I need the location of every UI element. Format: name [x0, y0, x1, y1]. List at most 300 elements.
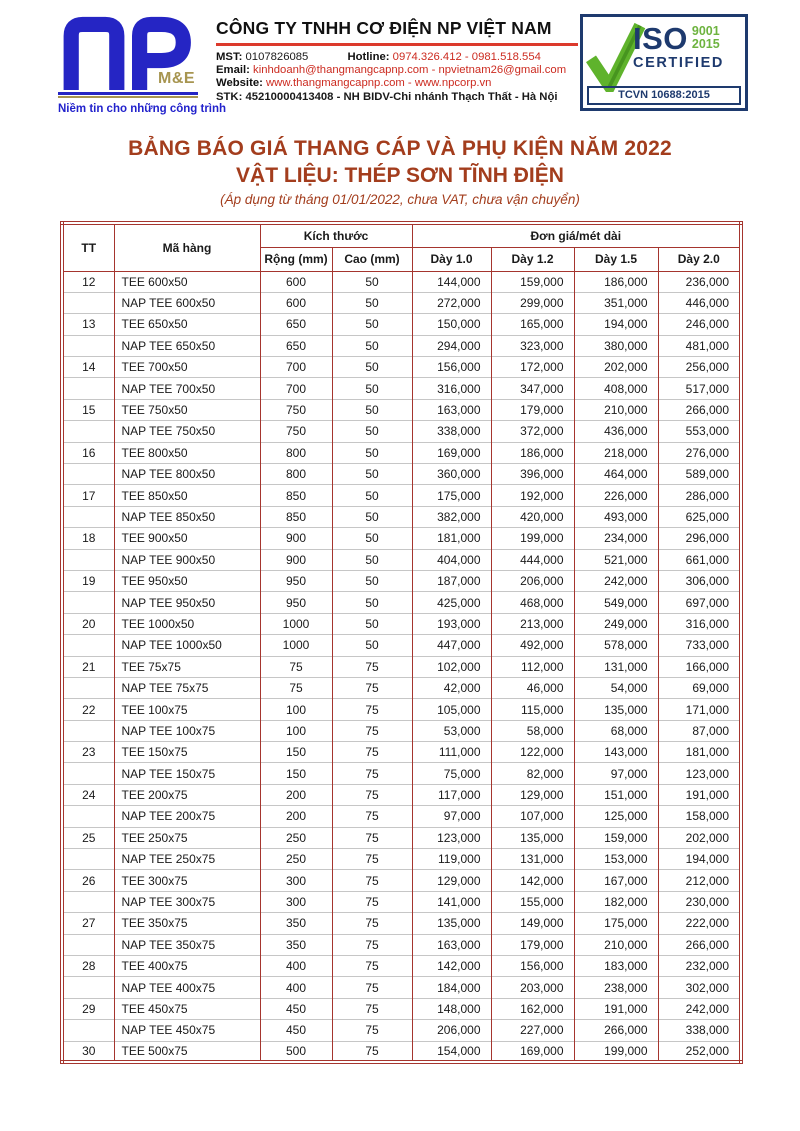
cell-price-day-1-2: 227,000	[491, 1020, 574, 1041]
cell-price-day-1-5: 131,000	[574, 656, 658, 677]
table-row	[62, 378, 741, 399]
cell-width-mm: 350	[260, 934, 332, 955]
cell-item-code: NAP TEE 950x50	[114, 592, 260, 613]
cell-width-mm: 450	[260, 998, 332, 1019]
cell-row-number: 18	[62, 528, 114, 549]
cell-price-day-1-5: 351,000	[574, 292, 658, 313]
cell-height-mm: 50	[332, 378, 412, 399]
cell-height-mm: 75	[332, 870, 412, 891]
cell-height-mm: 75	[332, 849, 412, 870]
cell-item-code: TEE 350x75	[114, 913, 260, 934]
cell-item-code: NAP TEE 350x75	[114, 934, 260, 955]
title-line-1: BẢNG BÁO GIÁ THANG CÁP VÀ PHỤ KIỆN NĂM 2022	[128, 136, 672, 160]
cell-price-day-2-0: 286,000	[658, 485, 741, 506]
website-label: Website:	[216, 77, 263, 90]
cell-item-code: NAP TEE 75x75	[114, 677, 260, 698]
cell-height-mm: 50	[332, 292, 412, 313]
cell-width-mm: 1000	[260, 613, 332, 634]
cell-item-code: TEE 1000x50	[114, 613, 260, 634]
cell-height-mm: 50	[332, 464, 412, 485]
table-row	[62, 891, 741, 912]
cell-height-mm: 75	[332, 677, 412, 698]
cell-price-day-1-0: 193,000	[412, 613, 491, 634]
cell-width-mm: 650	[260, 314, 332, 335]
iso-year-2015: 2015	[691, 37, 720, 51]
website-value: www.thangmangcapnp.com - www.npcorp.vn	[266, 77, 492, 90]
table-row	[62, 784, 741, 805]
cell-height-mm: 75	[332, 763, 412, 784]
hotline-label: Hotline:	[347, 50, 390, 63]
cell-price-day-1-0: 163,000	[412, 934, 491, 955]
email-label: Email:	[216, 63, 250, 76]
cell-item-code: NAP TEE 600x50	[114, 292, 260, 313]
table-row	[62, 271, 741, 292]
np-logo	[58, 14, 227, 115]
cell-price-day-1-2: 492,000	[491, 635, 574, 656]
cell-price-day-1-0: 141,000	[412, 891, 491, 912]
table-row	[62, 806, 741, 827]
cell-row-number	[62, 977, 114, 998]
cell-price-day-1-0: 97,000	[412, 806, 491, 827]
cell-price-day-1-0: 338,000	[412, 421, 491, 442]
cell-price-day-2-0: 194,000	[658, 849, 741, 870]
cell-price-day-1-2: 323,000	[491, 335, 574, 356]
cell-width-mm: 900	[260, 528, 332, 549]
cell-price-day-1-0: 119,000	[412, 849, 491, 870]
cell-item-code: NAP TEE 400x75	[114, 977, 260, 998]
cell-item-code: TEE 250x75	[114, 827, 260, 848]
cell-price-day-1-2: 347,000	[491, 378, 574, 399]
cell-price-day-1-2: 203,000	[491, 977, 574, 998]
cell-row-number: 24	[62, 784, 114, 805]
cell-price-day-1-2: 299,000	[491, 292, 574, 313]
tcvn-standard-label: TCVN 10688:2015	[587, 86, 741, 105]
table-row	[62, 549, 741, 570]
cell-item-code: NAP TEE 100x75	[114, 720, 260, 741]
cell-width-mm: 100	[260, 699, 332, 720]
cell-price-day-2-0: 338,000	[658, 1020, 741, 1041]
table-row	[62, 506, 741, 527]
cell-width-mm: 75	[260, 677, 332, 698]
cell-price-day-1-5: 183,000	[574, 956, 658, 977]
cell-item-code: TEE 600x50	[114, 271, 260, 292]
cell-price-day-1-2: 82,000	[491, 763, 574, 784]
table-row	[62, 399, 741, 420]
cell-price-day-1-5: 549,000	[574, 592, 658, 613]
cell-price-day-1-5: 408,000	[574, 378, 658, 399]
cell-price-day-2-0: 266,000	[658, 399, 741, 420]
cell-row-number: 30	[62, 1041, 114, 1062]
cell-width-mm: 650	[260, 335, 332, 356]
cell-item-code: NAP TEE 650x50	[114, 335, 260, 356]
cell-price-day-1-2: 372,000	[491, 421, 574, 442]
cell-width-mm: 950	[260, 570, 332, 591]
cell-price-day-1-2: 131,000	[491, 849, 574, 870]
table-row	[62, 464, 741, 485]
cell-price-day-1-0: 123,000	[412, 827, 491, 848]
cell-price-day-1-2: 169,000	[491, 1041, 574, 1062]
cell-price-day-1-5: 143,000	[574, 742, 658, 763]
cell-price-day-1-5: 578,000	[574, 635, 658, 656]
cell-width-mm: 400	[260, 956, 332, 977]
cell-height-mm: 50	[332, 399, 412, 420]
cell-price-day-1-5: 238,000	[574, 977, 658, 998]
cell-height-mm: 75	[332, 977, 412, 998]
cell-row-number	[62, 464, 114, 485]
cell-width-mm: 1000	[260, 635, 332, 656]
cell-width-mm: 100	[260, 720, 332, 741]
cell-width-mm: 250	[260, 827, 332, 848]
price-table-body	[62, 271, 741, 1062]
cell-row-number: 26	[62, 870, 114, 891]
iso-standard-years	[692, 25, 720, 51]
cell-height-mm: 50	[332, 421, 412, 442]
cell-price-day-1-2: 155,000	[491, 891, 574, 912]
cell-price-day-2-0: 246,000	[658, 314, 741, 335]
mst-value: 0107826085	[245, 50, 309, 63]
cell-item-code: TEE 400x75	[114, 956, 260, 977]
cell-price-day-2-0: 316,000	[658, 613, 741, 634]
table-row	[62, 870, 741, 891]
cell-price-day-1-5: 68,000	[574, 720, 658, 741]
iso-certified-badge	[580, 14, 748, 111]
cell-width-mm: 75	[260, 656, 332, 677]
table-row	[62, 763, 741, 784]
cell-price-day-1-0: 150,000	[412, 314, 491, 335]
header-price-group: Đơn giá/mét dài	[412, 223, 741, 248]
cell-price-day-1-0: 169,000	[412, 442, 491, 463]
cell-price-day-2-0: 481,000	[658, 335, 741, 356]
cell-price-day-1-5: 242,000	[574, 570, 658, 591]
cell-price-day-1-5: 135,000	[574, 699, 658, 720]
cell-item-code: NAP TEE 150x75	[114, 763, 260, 784]
cell-price-day-2-0: 236,000	[658, 271, 741, 292]
table-row	[62, 699, 741, 720]
cell-height-mm: 50	[332, 314, 412, 335]
cell-width-mm: 950	[260, 592, 332, 613]
cell-price-day-1-5: 464,000	[574, 464, 658, 485]
cell-row-number: 20	[62, 613, 114, 634]
cell-price-day-2-0: 625,000	[658, 506, 741, 527]
cell-price-day-2-0: 266,000	[658, 934, 741, 955]
cell-price-day-1-2: 444,000	[491, 549, 574, 570]
cell-height-mm: 50	[332, 357, 412, 378]
cell-price-day-1-0: 206,000	[412, 1020, 491, 1041]
cell-width-mm: 850	[260, 506, 332, 527]
cell-item-code: TEE 450x75	[114, 998, 260, 1019]
cell-price-day-1-0: 360,000	[412, 464, 491, 485]
title-note: (Áp dụng từ tháng 01/01/2022, chưa VAT, chưa vận chuyển)	[220, 191, 580, 207]
cell-price-day-1-5: 182,000	[574, 891, 658, 912]
np-logo-mark	[58, 14, 206, 90]
cell-price-day-1-5: 186,000	[574, 271, 658, 292]
cell-item-code: TEE 850x50	[114, 485, 260, 506]
cell-height-mm: 50	[332, 549, 412, 570]
cell-price-day-1-5: 175,000	[574, 913, 658, 934]
cell-price-day-2-0: 87,000	[658, 720, 741, 741]
cell-price-day-2-0: 252,000	[658, 1041, 741, 1062]
cell-price-day-1-2: 192,000	[491, 485, 574, 506]
cell-height-mm: 75	[332, 934, 412, 955]
cell-price-day-2-0: 69,000	[658, 677, 741, 698]
table-row	[62, 592, 741, 613]
cell-width-mm: 800	[260, 464, 332, 485]
table-row	[62, 977, 741, 998]
cell-price-day-1-2: 172,000	[491, 357, 574, 378]
cell-price-day-1-2: 159,000	[491, 271, 574, 292]
iso-year-9001: 9001	[691, 24, 720, 38]
cell-row-number	[62, 677, 114, 698]
cell-item-code: NAP TEE 200x75	[114, 806, 260, 827]
cell-item-code: TEE 300x75	[114, 870, 260, 891]
cell-price-day-2-0: 202,000	[658, 827, 741, 848]
cell-price-day-1-5: 436,000	[574, 421, 658, 442]
header-width: Rộng (mm)	[260, 247, 332, 271]
document-title	[58, 137, 742, 207]
cell-row-number	[62, 1020, 114, 1041]
cell-row-number: 29	[62, 998, 114, 1019]
cell-price-day-1-0: 272,000	[412, 292, 491, 313]
cell-row-number: 12	[62, 271, 114, 292]
cell-price-day-1-2: 396,000	[491, 464, 574, 485]
cell-price-day-2-0: 306,000	[658, 570, 741, 591]
cell-price-day-1-0: 117,000	[412, 784, 491, 805]
cell-price-day-1-2: 142,000	[491, 870, 574, 891]
cell-price-day-2-0: 517,000	[658, 378, 741, 399]
cell-price-day-2-0: 296,000	[658, 528, 741, 549]
cell-width-mm: 800	[260, 442, 332, 463]
cell-height-mm: 75	[332, 720, 412, 741]
cell-item-code: TEE 950x50	[114, 570, 260, 591]
cell-price-day-1-0: 181,000	[412, 528, 491, 549]
cell-width-mm: 250	[260, 849, 332, 870]
cell-price-day-2-0: 446,000	[658, 292, 741, 313]
cell-price-day-1-0: 184,000	[412, 977, 491, 998]
cell-price-day-1-5: 218,000	[574, 442, 658, 463]
cell-row-number: 14	[62, 357, 114, 378]
cell-row-number	[62, 592, 114, 613]
cell-price-day-1-2: 165,000	[491, 314, 574, 335]
cell-width-mm: 200	[260, 784, 332, 805]
cell-price-day-1-2: 179,000	[491, 934, 574, 955]
table-row	[62, 635, 741, 656]
cell-item-code: NAP TEE 800x50	[114, 464, 260, 485]
cell-price-day-1-5: 153,000	[574, 849, 658, 870]
cell-price-day-1-2: 179,000	[491, 399, 574, 420]
cell-price-day-1-5: 199,000	[574, 1041, 658, 1062]
cell-width-mm: 400	[260, 977, 332, 998]
cell-width-mm: 750	[260, 421, 332, 442]
cell-row-number: 27	[62, 913, 114, 934]
cell-item-code: TEE 750x50	[114, 399, 260, 420]
cell-price-day-1-0: 404,000	[412, 549, 491, 570]
cell-price-day-1-5: 125,000	[574, 806, 658, 827]
cell-row-number: 15	[62, 399, 114, 420]
cell-item-code: NAP TEE 900x50	[114, 549, 260, 570]
table-row	[62, 956, 741, 977]
cell-price-day-1-5: 521,000	[574, 549, 658, 570]
cell-price-day-1-0: 425,000	[412, 592, 491, 613]
cell-price-day-1-5: 493,000	[574, 506, 658, 527]
cell-width-mm: 700	[260, 378, 332, 399]
table-row	[62, 677, 741, 698]
cell-height-mm: 75	[332, 742, 412, 763]
cell-row-number	[62, 934, 114, 955]
cell-width-mm: 300	[260, 891, 332, 912]
cell-row-number	[62, 421, 114, 442]
table-row	[62, 913, 741, 934]
logo-me-label: M&E	[158, 70, 196, 87]
iso-title: ISO	[633, 21, 688, 56]
table-row	[62, 656, 741, 677]
cell-price-day-1-2: 112,000	[491, 656, 574, 677]
table-row	[62, 849, 741, 870]
table-row	[62, 998, 741, 1019]
cell-width-mm: 500	[260, 1041, 332, 1062]
cell-price-day-1-5: 266,000	[574, 1020, 658, 1041]
title-line-2: VẬT LIỆU: THÉP SƠN TĨNH ĐIỆN	[236, 163, 564, 187]
email-line	[216, 64, 573, 77]
table-row	[62, 934, 741, 955]
cell-row-number	[62, 549, 114, 570]
table-row	[62, 485, 741, 506]
cell-price-day-1-2: 58,000	[491, 720, 574, 741]
mst-label: MST:	[216, 50, 243, 63]
cell-width-mm: 300	[260, 870, 332, 891]
cell-item-code: TEE 500x75	[114, 1041, 260, 1062]
cell-price-day-1-0: 316,000	[412, 378, 491, 399]
cell-price-day-2-0: 661,000	[658, 549, 741, 570]
hotline-value: 0974.326.412 - 0981.518.554	[392, 50, 541, 63]
cell-row-number	[62, 720, 114, 741]
cell-height-mm: 50	[332, 485, 412, 506]
cell-height-mm: 50	[332, 528, 412, 549]
cell-price-day-1-0: 129,000	[412, 870, 491, 891]
cell-width-mm: 850	[260, 485, 332, 506]
cell-price-day-2-0: 166,000	[658, 656, 741, 677]
cell-height-mm: 50	[332, 271, 412, 292]
cell-price-day-2-0: 589,000	[658, 464, 741, 485]
cell-height-mm: 75	[332, 656, 412, 677]
cell-width-mm: 200	[260, 806, 332, 827]
cell-item-code: TEE 650x50	[114, 314, 260, 335]
cell-price-day-1-5: 202,000	[574, 357, 658, 378]
bank-account-line: STK: 45210000413408 - NH BIDV-Chi nhánh Thạch Thất - Hà Nội	[216, 90, 558, 103]
cell-price-day-2-0: 256,000	[658, 357, 741, 378]
cell-price-day-2-0: 123,000	[658, 763, 741, 784]
cell-price-day-1-2: 122,000	[491, 742, 574, 763]
table-row	[62, 742, 741, 763]
cell-item-code: TEE 800x50	[114, 442, 260, 463]
cell-width-mm: 750	[260, 399, 332, 420]
cell-row-number	[62, 849, 114, 870]
cell-price-day-1-5: 249,000	[574, 613, 658, 634]
table-row	[62, 1041, 741, 1062]
cell-price-day-2-0: 302,000	[658, 977, 741, 998]
cell-price-day-1-0: 135,000	[412, 913, 491, 934]
cell-row-number	[62, 806, 114, 827]
cell-price-day-1-2: 46,000	[491, 677, 574, 698]
cell-price-day-2-0: 276,000	[658, 442, 741, 463]
cell-price-day-1-0: 142,000	[412, 956, 491, 977]
cell-price-day-1-5: 159,000	[574, 827, 658, 848]
cell-item-code: TEE 700x50	[114, 357, 260, 378]
cell-price-day-1-5: 194,000	[574, 314, 658, 335]
cell-price-day-1-5: 210,000	[574, 934, 658, 955]
cell-item-code: NAP TEE 1000x50	[114, 635, 260, 656]
table-row	[62, 613, 741, 634]
cell-price-day-1-0: 111,000	[412, 742, 491, 763]
header-height: Cao (mm)	[332, 247, 412, 271]
cell-price-day-1-0: 75,000	[412, 763, 491, 784]
header-thickness-1-0: Dày 1.0	[412, 247, 491, 271]
cell-item-code: NAP TEE 450x75	[114, 1020, 260, 1041]
cell-price-day-1-0: 163,000	[412, 399, 491, 420]
cell-price-day-1-5: 234,000	[574, 528, 658, 549]
header-thickness-2-0: Dày 2.0	[658, 247, 741, 271]
cell-width-mm: 150	[260, 763, 332, 784]
cell-price-day-1-5: 226,000	[574, 485, 658, 506]
cell-item-code: TEE 100x75	[114, 699, 260, 720]
cell-price-day-1-5: 97,000	[574, 763, 658, 784]
cell-price-day-1-5: 54,000	[574, 677, 658, 698]
header-tt: TT	[62, 223, 114, 272]
header-thickness-1-2: Dày 1.2	[491, 247, 574, 271]
table-row	[62, 335, 741, 356]
cell-height-mm: 50	[332, 335, 412, 356]
table-row	[62, 292, 741, 313]
cell-price-day-1-5: 210,000	[574, 399, 658, 420]
cell-row-number: 25	[62, 827, 114, 848]
iso-text-block	[633, 23, 745, 71]
table-row	[62, 314, 741, 335]
cell-price-day-2-0: 553,000	[658, 421, 741, 442]
cell-height-mm: 75	[332, 1020, 412, 1041]
price-table	[60, 221, 743, 1065]
cell-row-number	[62, 292, 114, 313]
cell-price-day-1-2: 468,000	[491, 592, 574, 613]
header-thickness-1-5: Dày 1.5	[574, 247, 658, 271]
cell-price-day-1-0: 42,000	[412, 677, 491, 698]
cell-width-mm: 900	[260, 549, 332, 570]
cell-item-code: NAP TEE 700x50	[114, 378, 260, 399]
cell-row-number	[62, 378, 114, 399]
cell-price-day-1-0: 382,000	[412, 506, 491, 527]
cell-height-mm: 75	[332, 913, 412, 934]
cell-price-day-1-2: 199,000	[491, 528, 574, 549]
header-code: Mã hàng	[114, 223, 260, 272]
cell-price-day-2-0: 697,000	[658, 592, 741, 613]
cell-price-day-2-0: 222,000	[658, 913, 741, 934]
cell-row-number	[62, 635, 114, 656]
cell-item-code: TEE 900x50	[114, 528, 260, 549]
cell-height-mm: 50	[332, 570, 412, 591]
header-size-group: Kích thước	[260, 223, 412, 248]
cell-price-day-2-0: 230,000	[658, 891, 741, 912]
cell-price-day-1-2: 420,000	[491, 506, 574, 527]
cell-item-code: TEE 200x75	[114, 784, 260, 805]
cell-row-number: 21	[62, 656, 114, 677]
cell-height-mm: 75	[332, 891, 412, 912]
cell-height-mm: 75	[332, 806, 412, 827]
cell-price-day-1-2: 149,000	[491, 913, 574, 934]
table-row	[62, 1020, 741, 1041]
cell-price-day-1-0: 294,000	[412, 335, 491, 356]
cell-price-day-1-5: 167,000	[574, 870, 658, 891]
cell-price-day-1-0: 53,000	[412, 720, 491, 741]
email-value: kinhdoanh@thangmangcapnp.com - npvietnam26@gmail.com	[253, 63, 567, 76]
table-row	[62, 720, 741, 741]
